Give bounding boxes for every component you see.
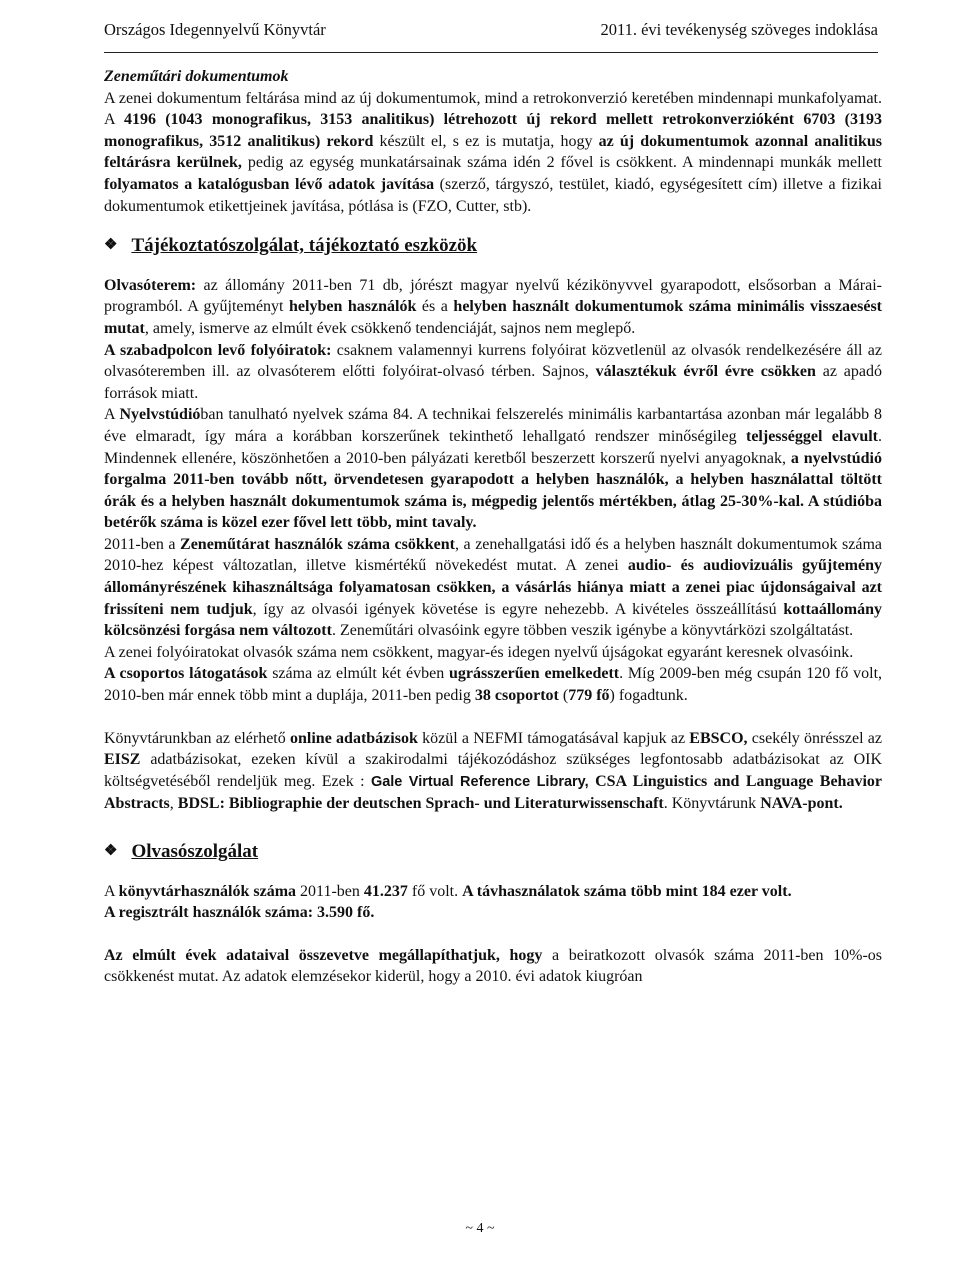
text-run: az állomány 2011-ben 71 db, jórészt magyar nyelvű kézikönyvvel gyarapodott, elsősorban a Márai-programból. A gyűjteményt [104, 276, 882, 316]
bold-run: teljességgel elavult [746, 427, 878, 445]
nyelvstudio-paragraph [104, 404, 882, 534]
text-run: ( [558, 687, 569, 705]
bold-run: A szabadpolcon levő folyóiratok: [104, 341, 332, 359]
text-run: . Mindennek ellenére, köszönhetően a 2010-ben pályázati keretből beszerzett korszerű nyelvi anyagoknak, [104, 427, 882, 467]
text-run: A zenei dokumentum feltárása mind az új dokumentumok, mind a retrokonverzió keretében mindennapi munkafolyamat. A [104, 89, 882, 129]
bold-run: az új dokumentumok azonnal analitikus feltárásra kerülnek, [104, 132, 882, 172]
text-run: a beiratkozott olvasók száma 2011-ben 10%-os csökkenést mutat. Az adatok elemzésekor kiderül, hogy a 2010. évi adatok kiugróan [104, 946, 883, 986]
text-run: , a zenehallgatási idő és a helyben használt dokumentumok száma 2010-hez képest változatlan, illetve kismértékű növekedést mutat. A zenei [104, 535, 883, 575]
diamond-bullet-icon: ❖ [104, 237, 118, 254]
bold-run: 38 csoportot [474, 687, 559, 705]
bold-run: Az elmúlt évek adataival összevetve megállapíthatjuk, hogy [104, 946, 543, 964]
csoport-paragraph [104, 663, 882, 706]
bold-run: Nyelvstúdió [119, 406, 201, 424]
bold-run: 4196 (1043 monografikus, 3153 analitikus) létrehozott új rekord mellett retrokonverzióként 6703 (3193 monografikus, 3512 analitikus) rekord [104, 111, 883, 150]
bold-run-sans: Gale Virtual Reference Library, [370, 773, 589, 790]
text-run: , amely, ismerve az elmúlt évek csökkenő tendenciáját, sajnos nem meglepő. [144, 319, 636, 337]
text-run: . Zeneműtári olvasóink egyre többen veszik igénybe a könyvtárközi szolgáltatást. [331, 622, 854, 640]
section-heading-olvasoszolgalat [104, 841, 882, 863]
section-title: Tájékoztatószolgálat, tájékoztató eszközök [131, 235, 478, 257]
header-institution: Országos Idegennyelvű Könyvtár [104, 20, 326, 39]
bold-run: BDSL: Bibliographie der deutschen Sprach- und Literaturwissenschaft [177, 795, 664, 813]
osszevetes-paragraph [104, 945, 882, 988]
text-run: . Míg 2009-ben még csupán 120 fő volt, 2010-ben már ennek több mint a duplája, 2011-ben pedig [104, 665, 883, 705]
bold-run: audio- és audiovizuális gyűjtemény állományrészének kihasználtsága folyamatosan csökken, a vásárlás hiánya miatt a zenei piac újdonságaival azt frissíteni nem tudjuk [104, 557, 882, 618]
text-run: , [169, 795, 178, 813]
olvaso-paragraph [104, 881, 882, 924]
bold-run: helyben használók [289, 298, 417, 316]
bold-run: 779 fő [568, 687, 610, 705]
olvasoterem-paragraph [104, 275, 882, 340]
diamond-bullet-icon: ❖ [104, 843, 118, 859]
bold-run: A távhasználatok száma több mint 184 ezer volt. [462, 882, 792, 900]
header-report-title: 2011. évi tevékenység szöveges indoklása [600, 20, 878, 39]
bold-run: A regisztrált használók száma: 3.590 fő. [104, 904, 375, 922]
text-run: Könyvtárunkban az elérhető [104, 729, 291, 747]
bold-run: választékuk évről évre csökken [595, 363, 816, 381]
szabadpolc-paragraph [104, 340, 882, 405]
bold-run: folyamatos a katalógusban lévő adatok javítása [104, 175, 435, 193]
text-run: adatbázisokat, ezeken kívül a szakirodalmi tájékozódáshoz szükséges legfontosabb adatbázisokat az OIK költségvetéséből rendeljük meg. Ezek : [104, 751, 882, 790]
bold-run: könyvtárhasználók száma [118, 882, 297, 900]
bold-run: NAVA-pont. [760, 795, 843, 813]
bold-run: Olvasóterem: [104, 276, 197, 294]
text-run: csaknem valamennyi kurrens folyóirat közvetlenül az olvasók rendelkezésére áll az olvasóteremben ill. az olvasóterem előtti folyóirat-olvasó térben. Sajnos, [104, 341, 883, 381]
text-run: az apadó források miatt. [104, 363, 883, 402]
text-run: , így az olvasói igények követése is egyre nehezebb. A kivételes összeállítású [252, 600, 784, 618]
text-run: A [104, 406, 120, 424]
adatbazis-paragraph [104, 728, 882, 815]
spacer [104, 707, 882, 728]
zenemutar-usage-paragraph [104, 534, 882, 642]
text-run: készült el, s ez is mutatja, hogy [373, 132, 599, 150]
bold-run: ugrásszerűen emelkedett [449, 665, 620, 683]
bold-run: CSA Linguistics and Language Behavior Abstracts [104, 772, 883, 813]
text-run: pedig az egység munkatársainak száma idén 2 fővel is csökkent. A mindennapi munkák mellett [241, 154, 882, 172]
spacer [104, 924, 882, 945]
section-heading-tajekoztato [104, 235, 882, 257]
text-run: 2011-ben [296, 882, 364, 900]
text-run: fő volt. [407, 882, 463, 900]
text-run: . Könyvtárunk [663, 795, 761, 813]
bold-run: a nyelvstúdió forgalma 2011-ben tovább nőtt, örvendetesen gyarapodott a helyben használók, a helyben használattal töltött órák és a helyben használt dokumentumok száma is, mégpedig jelentős mértékben, átlag 25-30%-kal. A stúdióba betérők száma is közel ezer fővel lett több, mint tavaly. [104, 449, 882, 532]
text-run: csekély önrésszel az [747, 729, 883, 747]
bold-run: A csoportos látogatások [104, 665, 268, 683]
text-run: és a [416, 298, 454, 316]
text-run: ) fogadtunk. [609, 687, 688, 705]
section-title: Olvasószolgálat [131, 841, 259, 862]
text-run: 2011-ben a [104, 535, 181, 553]
bold-run: 41.237 [363, 882, 408, 900]
folyoirat-paragraph: A zenei folyóiratokat olvasók száma nem csökkent, magyar-és idegen nyelvű újságokat egyaránt keresnek olvasóink. [104, 643, 854, 661]
bold-run: Zeneműtárat használók száma csökkent [180, 535, 456, 553]
zenemutar-paragraph [104, 88, 882, 218]
text-run: közül a NEFMI támogatásával kapjuk az [417, 729, 690, 747]
page-header [104, 20, 878, 53]
page-content [104, 66, 882, 988]
text-run: ban tanulható nyelvek száma 84. A technikai felszerelés minimális karbantartása azonban már legalább 8 éve elmaradt, így mára a korábban korszerűnek tekinthető lehallgató rendszer minőségileg [104, 406, 883, 445]
bold-run: kottaállomány kölcsönzési forgása nem változott [104, 600, 883, 640]
text-run: száma az elmúlt két évben [267, 665, 450, 683]
bold-run: EBSCO, [689, 729, 748, 747]
page-number: ~ 4 ~ [465, 1221, 495, 1236]
bold-run: online adatbázisok [290, 729, 418, 747]
bold-run: helyben használt dokumentumok száma minimális visszaesést mutat [104, 298, 883, 337]
bold-run: EISZ [104, 751, 141, 769]
zenemutar-heading: Zeneműtári dokumentumok [104, 68, 289, 85]
text-run: A [104, 882, 119, 900]
text-run: (szerző, tárgyszó, testület, kiadó, egységesített cím) illetve a fizikai dokumentumok etikettjeinek javítása, pótlása is (FZO, Cutter, stb). [104, 175, 883, 215]
